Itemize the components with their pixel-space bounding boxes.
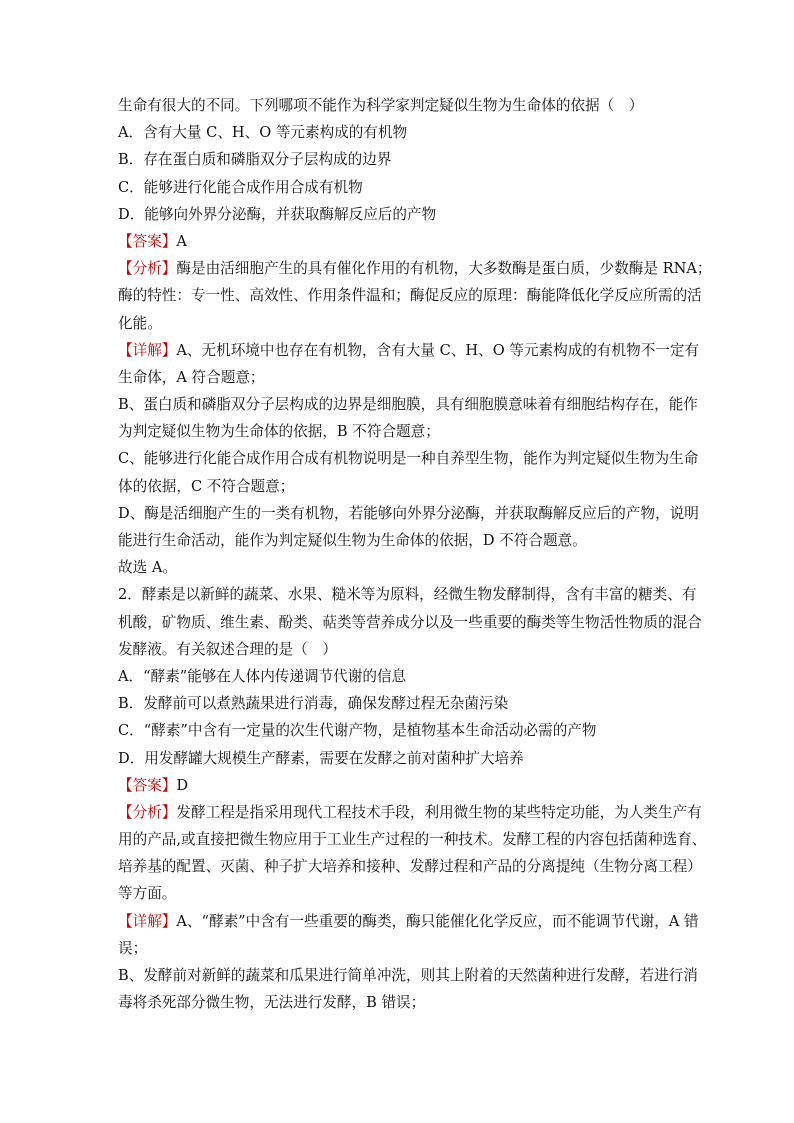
text-line (118, 500, 699, 527)
text-line (118, 418, 678, 445)
text-line (118, 690, 678, 717)
text-line (118, 391, 698, 418)
line-text: 为判定疑似生物为生命体的依据，B 不符合题意； (118, 423, 440, 441)
line-text: A (176, 232, 187, 250)
line-text: C、能够进行化能合成作用合成有机物说明是一种自养型生物，能作为判定疑似生物为生命 (118, 450, 699, 468)
line-text: 2．酵素是以新鲜的蔬菜、水果、糙米等为原料，经微生物发酵制得，含有丰富的糖类、有 (118, 586, 697, 604)
line-text: 发酵液。有关叙述合理的是（ ） (118, 640, 337, 658)
text-line (118, 853, 702, 880)
text-line (118, 445, 699, 472)
line-text: 化能。 (118, 314, 162, 332)
text-line (118, 717, 678, 744)
text-line (118, 282, 702, 309)
text-line (118, 880, 678, 907)
text-line (118, 146, 678, 173)
text-line (118, 581, 697, 608)
section-tag: 【分析】 (118, 260, 177, 278)
line-text: 生命有很大的不同。下列哪项不能作为科学家判定疑似生物为生命体的依据（ ） (118, 97, 644, 114)
line-text: A．“酵素”能够在人体内传递调节代谢的信息 (118, 667, 407, 685)
document-body (118, 92, 712, 1016)
line-text: A、无机环境中也存在有机物，含有大量 C、H、O 等元素构成的有机物不一定有 (176, 341, 700, 359)
text-line (118, 962, 698, 989)
text-line (118, 935, 678, 962)
line-text: C．能够进行化能合成作用合成有机物 (118, 178, 363, 196)
text-line (118, 473, 678, 500)
section-tag: 【答案】 (118, 776, 177, 794)
line-text: A．含有大量 C、H、O 等元素构成的有机物 (118, 124, 408, 142)
line-text: 毒将杀死部分微生物，无法进行发酵，B 错误； (118, 994, 426, 1012)
text-line (118, 745, 678, 772)
line-text: D．用发酵罐大规模生产酵素，需要在发酵之前对菌种扩大培养 (118, 749, 524, 767)
text-line (118, 636, 678, 663)
section-tag: 【详解】 (118, 912, 177, 930)
line-text: D．能够向外界分泌酶，并获取酶解反应后的产物 (118, 205, 437, 223)
text-line (118, 609, 702, 636)
text-line (118, 826, 707, 853)
text-line (118, 554, 678, 581)
text-line (118, 663, 678, 690)
line-text: 体的依据，C 不符合题意； (118, 477, 295, 495)
line-text: A、“酵素”中含有一些重要的酶类，酶只能催化化学反应，而不能调节代谢，A 错 (176, 912, 699, 930)
text-line (118, 174, 678, 201)
text-line (118, 92, 678, 119)
line-text: B、发酵前对新鲜的蔬菜和瓜果进行简单冲洗，则其上附着的天然菌种进行发酵，若进行消 (118, 967, 698, 984)
text-line (118, 119, 678, 146)
line-text: 机酸，矿物质、维生素、酚类、萜类等营养成分以及一些重要的酶类等生物活性物质的混合 (118, 613, 702, 631)
line-text: D、酶是活细胞产生的一类有机物，若能够向外界分泌酶，并获取酶解反应后的产物，说明 (118, 504, 699, 522)
line-text: B、蛋白质和磷脂双分子层构成的边界是细胞膜，具有细胞膜意味着有细胞结构存在，能作 (118, 396, 698, 414)
line-text: 用的产品,或直接把微生物应用于工业生产过程的一种技术。发酵工程的内容包括菌种选育、 (118, 831, 707, 849)
text-line (118, 799, 702, 826)
line-text: 发酵工程是指采用现代工程技术手段，利用微生物的某些特定功能，为人类生产有 (176, 803, 702, 821)
text-line (118, 364, 678, 391)
text-line (118, 527, 678, 554)
text-line (118, 255, 712, 282)
section-tag: 【答案】 (118, 232, 177, 250)
line-text: D (176, 776, 189, 794)
line-text: B．发酵前可以煮熟蔬果进行消毒，确保发酵过程无杂菌污染 (118, 695, 509, 713)
text-line (118, 201, 678, 228)
line-text: 培养基的配置、灭菌、种子扩大培养和接种、发酵过程和产品的分离提纯（生物分离工程） (118, 858, 702, 876)
line-text: 生命体，A 符合题意； (118, 368, 265, 386)
section-tag: 【分析】 (118, 803, 177, 821)
section-tag: 【详解】 (118, 341, 177, 359)
line-text: C．“酵素”中含有一定量的次生代谢产物，是植物基本生命活动必需的产物 (118, 722, 597, 740)
text-line (118, 337, 700, 364)
line-text: 能进行生命活动，能作为判定疑似生物为生命体的依据，D 不符合题意。 (118, 532, 587, 549)
line-text: 故选 A。 (118, 559, 177, 577)
text-line (118, 908, 699, 935)
text-line (118, 989, 678, 1016)
line-text: 误； (118, 939, 148, 957)
line-text: B．存在蛋白质和磷脂双分子层构成的边界 (118, 151, 392, 169)
line-text: 酶是由活细胞产生的具有催化作用的有机物，大多数酶是蛋白质，少数酶是 RNA； (176, 260, 712, 278)
line-text: 等方面。 (118, 885, 177, 903)
line-text: 酶的特性：专一性、高效性、作用条件温和；酶促反应的原理：酶能降低化学反应所需的活 (118, 287, 702, 305)
text-line (118, 310, 678, 337)
text-line (118, 772, 678, 799)
text-line (118, 228, 678, 255)
